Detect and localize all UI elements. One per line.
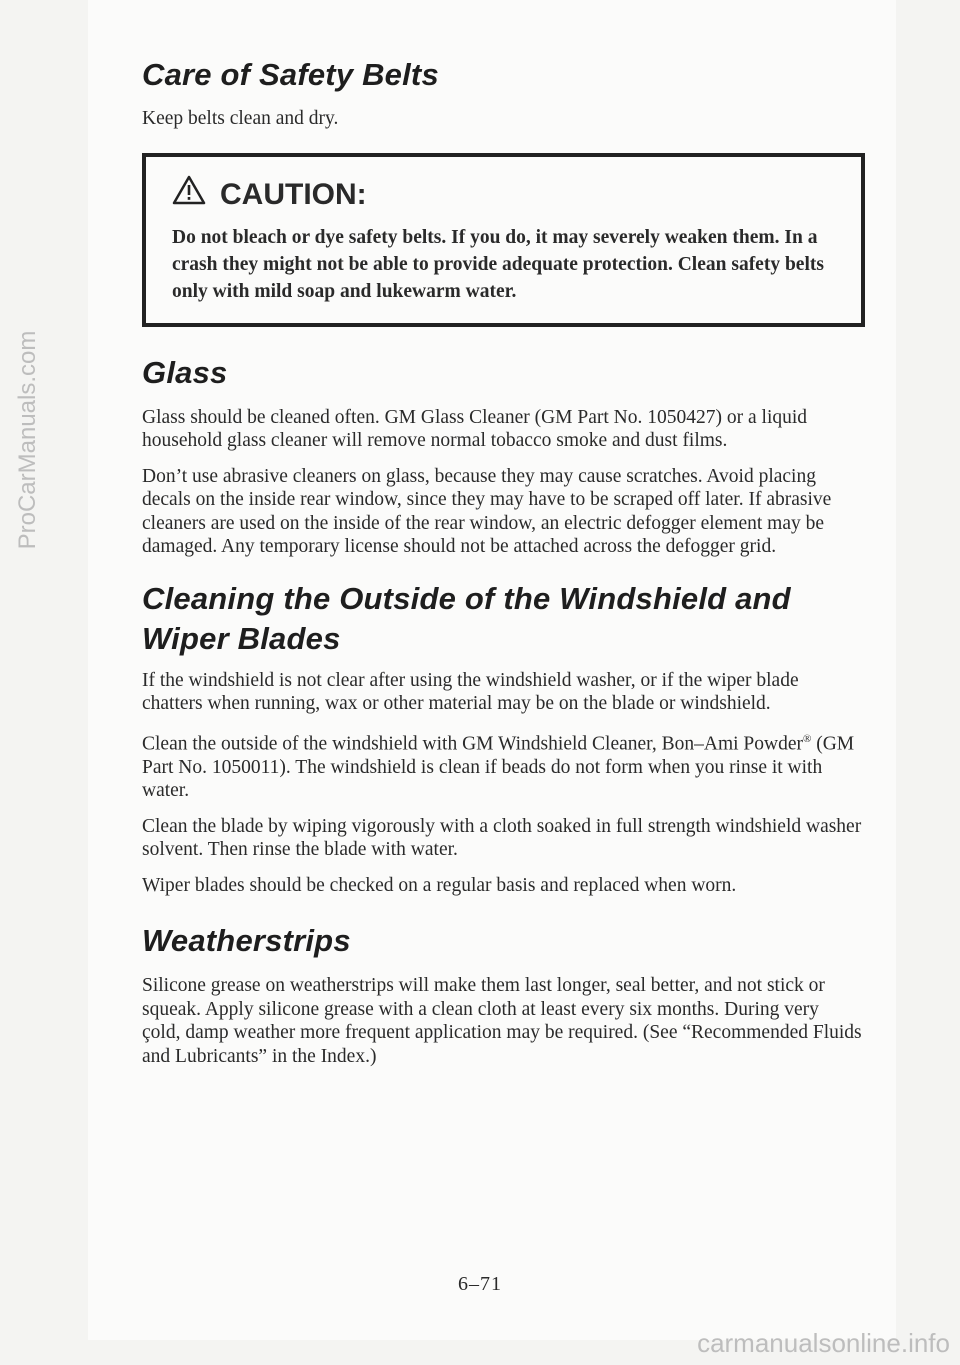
paragraph-windshield-4: Wiper blades should be checked on a regular basis and replaced when worn. — [142, 874, 737, 896]
paragraph-windshield-1: If the windshield is not clear after using the windshield washer, or if the wiper blade chatters when running, wax or other material may be on the blade or windshield. — [142, 669, 799, 714]
heading-glass: Glass — [142, 354, 228, 390]
warning-triangle-icon — [172, 175, 206, 216]
paragraph-windshield-2-a: Clean the outside of the windshield with GM Windshield Cleaner, Bon–Ami Powder — [142, 733, 803, 754]
bottom-watermark: carmanualsonline.info — [697, 1328, 950, 1358]
registered-mark: ® — [803, 732, 812, 745]
paragraph-glass-1: Glass should be cleaned often. GM Glass Cleaner (GM Part No. 1050427) or a liquid household glass cleaner will remove normal tobacco smoke and dust films. — [142, 406, 808, 451]
page-content — [142, 55, 862, 1068]
side-watermark: ProCarManuals.com — [14, 330, 41, 550]
caution-header — [172, 175, 837, 216]
caution-box — [142, 153, 865, 327]
heading-care-of-safety-belts: Care of Safety Belts — [142, 57, 439, 92]
paragraph-weatherstrips: Silicone grease on weatherstrips will make them last longer, seal better, and not stick or squeak. Apply silicone grease with a clean cloth at least every six months. During very çold, damp weather more frequent application may be required. (See “Recommended Fluids and Lubricants” in the Index.) — [142, 975, 862, 1067]
caution-text: Do not bleach or dye safety belts. If you do, it may severely weaken them. In a crash they might not be able to provide adequate protection. Clean safety belts only with mild soap and lukewarm water. — [172, 226, 824, 302]
page-number: 6–71 — [458, 1273, 502, 1295]
paragraph-windshield-3: Clean the blade by wiping vigorously with a cloth soaked in full strength windshield washer solvent. Then rinse the blade with water. — [142, 815, 862, 860]
heading-windshield-wiper: Cleaning the Outside of the Windshield and Wiper Blades — [142, 580, 791, 656]
paragraph-care-belts: Keep belts clean and dry. — [142, 108, 339, 129]
caution-label: CAUTION: — [220, 178, 367, 211]
paragraph-windshield-2-b: (GM Part No. 1050011). The windshield is clean if beads do not form when you rinse it with water. — [142, 733, 855, 801]
paragraph-windshield-2 — [142, 728, 862, 803]
paragraph-glass-2: Don’t use abrasive cleaners on glass, because they may cause scratches. Avoid placing decals on the inside rear window, since they may have to be scraped off later. If abrasive cleaners are used on the inside of the rear window, an electric defogger element may be damaged. Any temporary license should not be attached across the defogger grid. — [142, 465, 832, 557]
heading-weatherstrips: Weatherstrips — [142, 923, 351, 958]
